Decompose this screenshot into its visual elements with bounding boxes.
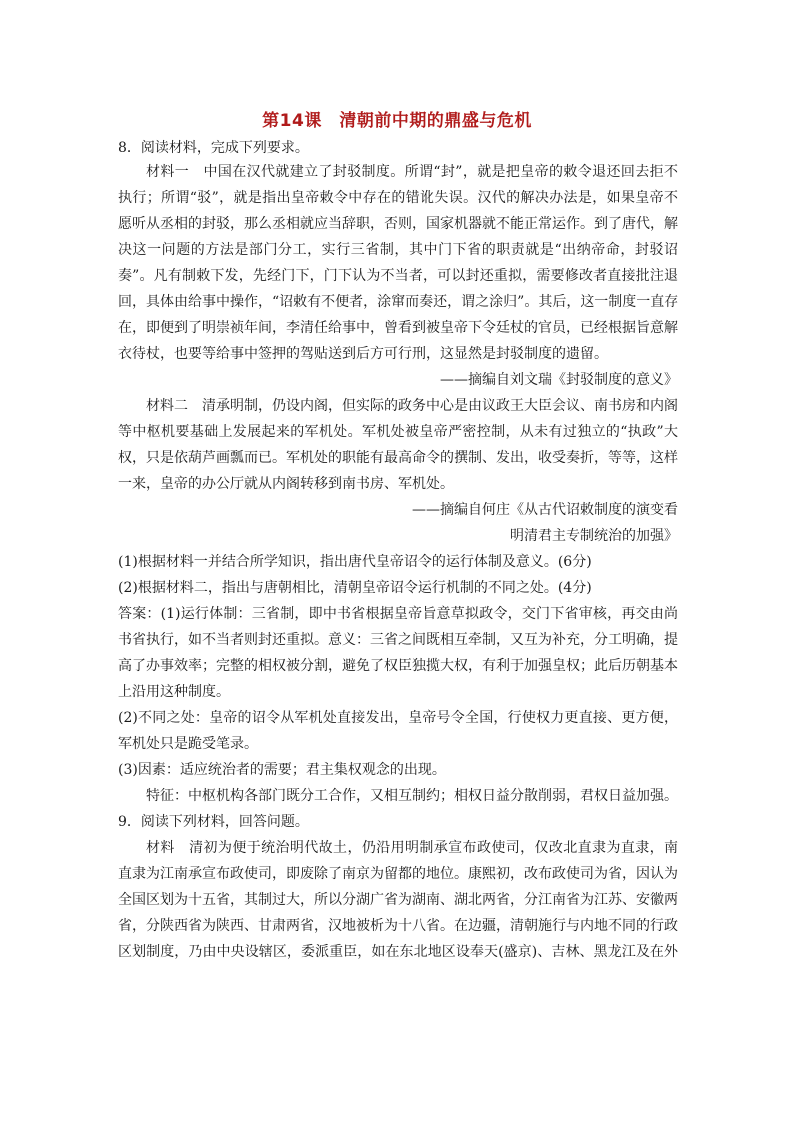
paragraph-line: 奏”。凡有制敕下发，先经门下，门下认为不当者，可以封还重拟，需要修改者直接批注退 xyxy=(118,268,678,284)
lesson-title: 第14课 清朝前中期的鼎盛与危机 xyxy=(262,111,532,131)
paragraph-line: 全国区划为十五省，其制过大，所以分湖广省为湖南、湖北两省，分江南省为江苏、安徽两 xyxy=(118,892,678,908)
paragraph-line: 材料二 清承明制，仍设内阁，但实际的政务中心是由议政王大臣会议、南书房和内阁 xyxy=(146,398,678,414)
paragraph-line: 在，即便到了明崇祯年间，李清任给事中，曾看到被皇帝下令廷杖的官员，已经根据旨意解 xyxy=(118,320,678,336)
source-citation: ——摘编自刘文瑞《封驳制度的意义》 xyxy=(440,372,678,388)
paragraph-line: 区划制度，乃由中央设辖区，委派重臣，如在东北地区设奉天(盛京)、吉林、黑龙江及在外 xyxy=(118,944,678,960)
paragraph-line: 回，具体由给事中操作，“诏敕有不便者，涂窜而奏还，谓之涂归”。其后，这一制度一直存 xyxy=(118,294,678,310)
sub-question: (1)根据材料一并结合所学知识，指出唐代皇帝诏令的运行体制及意义。(6分) xyxy=(118,554,592,570)
paragraph-line: 等中枢机要基础上发展起来的军机处。军机处被皇帝严密控制，从未有过独立的“执政”大 xyxy=(118,424,678,440)
answer-line: 书省执行，如不当者则封还重拟。意义：三省之间既相互牵制，又互为补充，分工明确，提 xyxy=(118,632,678,648)
paragraph-line: 权，只是依葫芦画瓢而已。军机处的职能有最高命令的撰制、发出，收受奏折，等等，这样 xyxy=(118,450,678,466)
question-9-stem: 9．阅读下列材料，回答问题。 xyxy=(118,814,309,830)
sub-question: (2)根据材料二，指出与唐朝相比，清朝皇帝诏令运行机制的不同之处。(4分) xyxy=(118,580,592,596)
answer-line: 特征：中枢机构各部门既分工合作，又相互制约；相权日益分散削弱，君权日益加强。 xyxy=(146,788,678,804)
paragraph-line: 直隶为江南承宣布政使司，即废除了南京为留都的地位。康熙初，改布政使司为省，因认为 xyxy=(118,866,678,882)
question-8-stem: 8．阅读材料，完成下列要求。 xyxy=(118,140,309,156)
source-citation: 明清君主专制统治的加强》 xyxy=(510,528,678,544)
answer-line: 军机处只是跪受笔录。 xyxy=(118,736,258,752)
paragraph-line: 一来，皇帝的办公厅就从内阁转移到南书房、军机处。 xyxy=(118,476,454,492)
paragraph-line: 材料一 中国在汉代就建立了封驳制度。所谓“封”，就是把皇帝的敕令退还回去拒不 xyxy=(146,164,678,180)
paragraph-line: 愿听从丞相的封驳，那么丞相就应当辞职，否则，国家机器就不能正常运作。到了唐代，解 xyxy=(118,216,678,232)
answer-line: 高了办事效率；完整的相权被分割，避免了权臣独揽大权，有利于加强皇权；此后历朝基本 xyxy=(118,658,678,674)
answer-line: 答案：(1)运行体制：三省制，即中书省根据皇帝旨意草拟政令，交门下省审核，再交由尚 xyxy=(118,606,678,622)
answer-line: 上沿用这种制度。 xyxy=(118,684,230,700)
paragraph-line: 省，分陕西省为陕西、甘肃两省，汉地被析为十八省。在边疆，清朝施行与内地不同的行政 xyxy=(118,918,678,934)
paragraph-line: 材料 清初为便于统治明代故土，仍沿用明制承宣布政使司，仅改北直隶为直隶，南 xyxy=(146,840,678,856)
paragraph-line: 执行；所谓“驳”，就是指出皇帝敕令中存在的错讹失误。汉代的解决办法是，如果皇帝不 xyxy=(118,190,678,206)
paragraph-line: 决这一问题的方法是部门分工，实行三省制，其中门下省的职责就是“出纳帝命，封驳诏 xyxy=(118,242,678,258)
answer-line: (2)不同之处：皇帝的诏令从军机处直接发出，皇帝号令全国，行使权力更直接、更方便， xyxy=(118,710,678,726)
answer-line: (3)因素：适应统治者的需要；君主集权观念的出现。 xyxy=(118,762,446,778)
source-citation: ——摘编自何庄《从古代诏敕制度的演变看 xyxy=(412,502,678,518)
paragraph-line: 衣待杖，也要等给事中签押的驾贴送到后方可行刑，这显然是封驳制度的遗留。 xyxy=(118,346,608,362)
